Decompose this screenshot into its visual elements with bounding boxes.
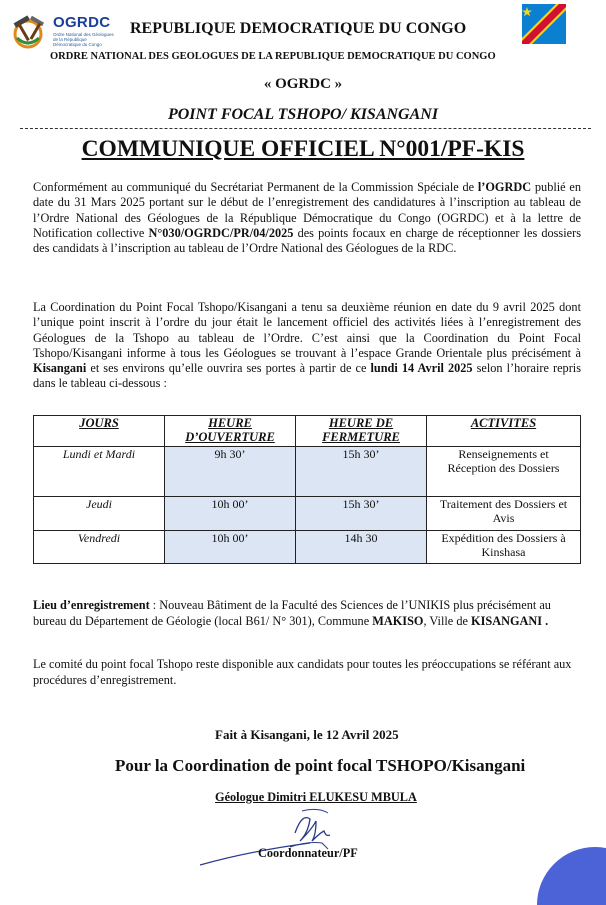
drc-flag-icon [522,4,566,44]
country-heading: REPUBLIQUE DEMOCRATIQUE DU CONGO [130,20,467,37]
activity-cell: Expédition des Dossiers à Kinshasa [427,531,581,564]
header-fermeture: HEURE DE FERMETURE [296,416,427,447]
hammer-globe-icon [8,12,52,52]
open-cell: 9h 30’ [165,447,296,497]
communique-title: COMMUNIQUE OFFICIEL N°001/PF-KIS [81,136,525,162]
day-cell: Lundi et Mardi [34,447,165,497]
ogrdc-logo [8,12,120,52]
dashed-divider [20,128,591,129]
location-paragraph: Lieu d’enregistrement : Nouveau Bâtiment de la Faculté des Sciences de l’UNIKIS plus précisément au bureau du Département de Géologie (local B61/ N° 301), Commune MAKISO, Ville de KISANGANI . [33,598,551,628]
close-cell: 14h 30 [296,531,427,564]
open-cell: 10h 00’ [165,497,296,531]
handwritten-signature-icon [190,803,350,873]
header-activites: ACTIVITES [427,416,581,447]
open-cell: 10h 00’ [165,531,296,564]
corner-decoration-icon [525,835,606,905]
location-label: Lieu d’enregistrement [33,598,150,612]
table-header-row [34,416,581,447]
schedule-table [33,415,581,564]
activity-cell: Renseignements et Réception des Dossiers [427,447,581,497]
acronym-heading: « OGRDC » [263,76,343,92]
header-jours: JOURS [34,416,165,447]
table-row [34,447,581,497]
signatory-line: Pour la Coordination de point focal TSHOPO/Kisangani [115,756,526,775]
order-heading: ORDRE NATIONAL DES GEOLOGUES DE LA REPUBLIQUE DEMOCRATIQUE DU CONGO [50,51,496,62]
focal-point-heading: POINT FOCAL TSHOPO/ KISANGANI [167,106,439,123]
header-ouverture: HEURE D’OUVERTURE [165,416,296,447]
table-row [34,531,581,564]
day-cell: Vendredi [34,531,165,564]
committee-paragraph: Le comité du point focal Tshopo reste disponible aux candidats pour toutes les préoccupations se référant aux procédures d’enregistrement. [33,657,572,687]
activity-cell: Traitement des Dossiers et Avis [427,497,581,531]
signatory-role: Coordonnateur/PF [258,846,358,860]
day-cell: Jeudi [34,497,165,531]
close-cell: 15h 30’ [296,497,427,531]
table-row [34,497,581,531]
logo-text: OGRDC [53,14,111,31]
logo-subtitle: Ordre National des Géologues de la République Démocratique du Congo [53,32,114,47]
paragraph-intro: Conformément au communiqué du Secrétariat Permanent de la Commission Spéciale de l’OGRDC publié en date du 31 Mars 2025 portant sur le début de l’enregistrement des candidatures à l’inscription au tableau de l’Ordre National des Géologues de la République Démocratique du Congo (OGRDC) et à la lettre de Notification collective N°030/OGRDC/PR/04/2025 des points focaux en charge de réceptionner les dossiers des candidats à l’inscription au tableau de l’Ordre National des Géologues de la RDC. [33,180,581,256]
close-cell: 15h 30’ [296,447,427,497]
paragraph-announcement: La Coordination du Point Focal Tshopo/Kisangani a tenu sa deuxième réunion en date du 9 avril 2025 dont l’unique point inscrit à l’ordre du jour était le lancement officiel des activités liées à l’enregistrement des Géologues de la Tshopo au tableau de l’Ordre. C’est ainsi que la Coordination du Point Focal Tshopo/Kisangani informe à tous les Géologues se trouvant à l’espace Grande Orientale plus précisément à Kisangani et ses environs qu’elle ouvrira ses portes à partir de ce lundi 14 Avril 2025 selon l’horaire repris dans le tableau ci-dessous : [33,300,581,391]
signatory-name: Géologue Dimitri ELUKESU MBULA [215,790,417,804]
place-date: Fait à Kisangani, le 12 Avril 2025 [215,727,399,742]
